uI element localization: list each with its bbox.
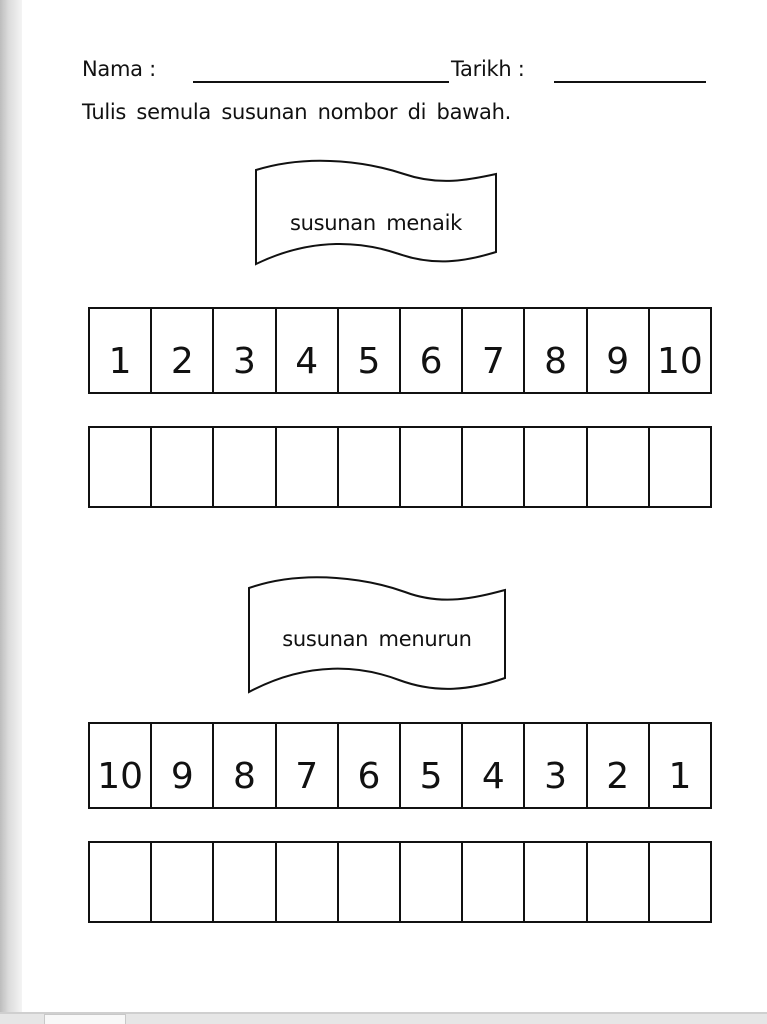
ascending-answer-row [88,426,712,508]
ascending-number-cell-10: 10 [650,307,712,394]
ascending-answer-cell-9[interactable] [588,426,650,508]
descending-answer-cell-4[interactable] [277,841,339,923]
descending-answer-cell-6[interactable] [401,841,463,923]
descending-answer-cell-9[interactable] [588,841,650,923]
descending-number-cell-9: 2 [588,722,650,809]
ascending-number-cell-5: 5 [339,307,401,394]
ascending-answer-cell-4[interactable] [277,426,339,508]
descending-number-cell-4: 7 [277,722,339,809]
ascending-number-cell-3: 3 [214,307,276,394]
ascending-number-cell-7: 7 [463,307,525,394]
page-binding-shadow [0,0,22,1024]
ascending-number-cell-4: 4 [277,307,339,394]
descending-number-cell-6: 5 [401,722,463,809]
ascending-answer-cell-10[interactable] [650,426,712,508]
ascending-answer-cell-2[interactable] [152,426,214,508]
banner-descending-title: susunan menurun [282,627,472,651]
descending-answer-cell-7[interactable] [463,841,525,923]
descending-answer-cell-2[interactable] [152,841,214,923]
descending-number-cell-1: 10 [90,722,152,809]
instruction-text: Tulis semula susunan nombor di bawah. [82,100,511,124]
descending-answer-row [88,841,712,923]
descending-number-row [88,722,712,809]
date-field-line[interactable] [554,81,706,83]
descending-number-cell-3: 8 [214,722,276,809]
ascending-answer-cell-5[interactable] [339,426,401,508]
descending-number-cell-5: 6 [339,722,401,809]
ascending-number-cell-9: 9 [588,307,650,394]
descending-answer-cell-8[interactable] [525,841,587,923]
bottom-bar-tab [44,1014,126,1024]
ascending-answer-cell-3[interactable] [214,426,276,508]
ascending-number-cell-2: 2 [152,307,214,394]
ascending-number-cell-6: 6 [401,307,463,394]
descending-answer-cell-1[interactable] [90,841,152,923]
descending-number-cell-10: 1 [650,722,712,809]
banner-descending [247,574,507,696]
descending-number-cell-2: 9 [152,722,214,809]
ascending-answer-cell-7[interactable] [463,426,525,508]
descending-number-cell-7: 4 [463,722,525,809]
ascending-answer-cell-1[interactable] [90,426,152,508]
name-field-line[interactable] [193,81,449,83]
descending-number-cell-8: 3 [525,722,587,809]
ascending-number-row [88,307,712,394]
ascending-number-cell-8: 8 [525,307,587,394]
descending-answer-cell-10[interactable] [650,841,712,923]
date-label: Tarikh : [451,57,525,81]
ascending-number-cell-1: 1 [90,307,152,394]
descending-answer-cell-3[interactable] [214,841,276,923]
descending-answer-cell-5[interactable] [339,841,401,923]
name-label: Nama : [82,57,156,81]
ascending-answer-cell-8[interactable] [525,426,587,508]
banner-ascending [254,158,498,268]
ascending-answer-cell-6[interactable] [401,426,463,508]
banner-ascending-title: susunan menaik [289,211,462,235]
